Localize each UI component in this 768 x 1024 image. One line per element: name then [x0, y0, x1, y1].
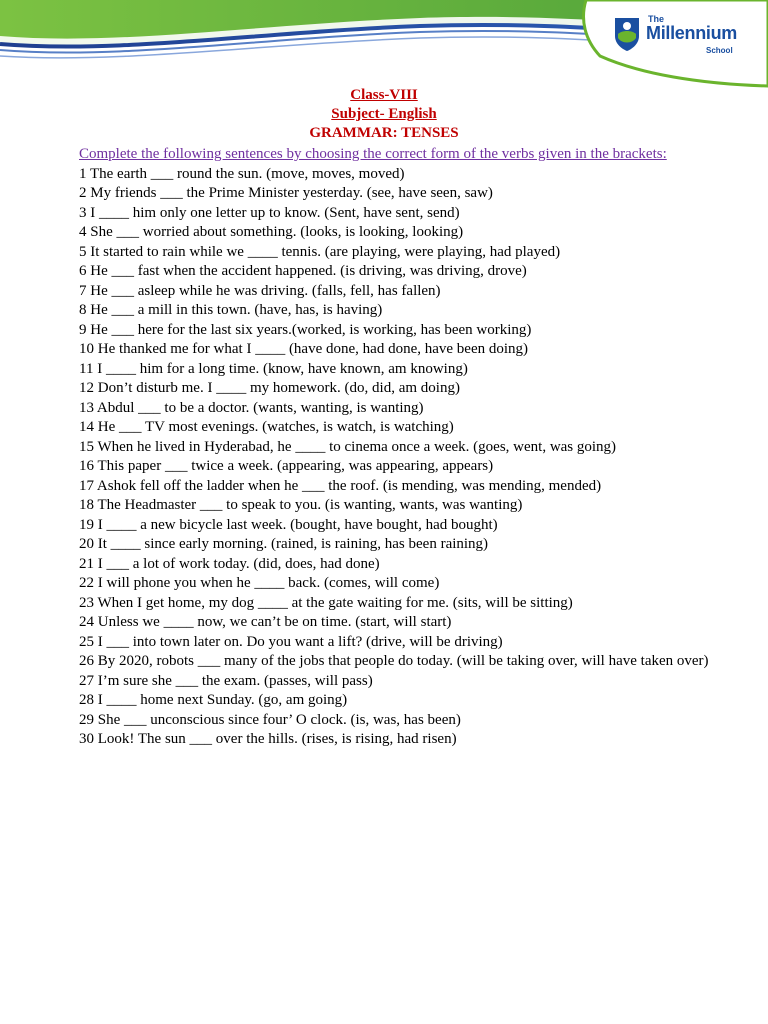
- question-item: 16 This paper ___ twice a week. (appearing, was appearing, appears): [79, 458, 494, 474]
- question-item: 5 It started to rain while we ____ tennis. (are playing, were playing, had played): [79, 243, 561, 260]
- question-item: 21 I ___ a lot of work today. (did, does, had done): [79, 555, 380, 572]
- logo-name: Millennium: [646, 23, 737, 43]
- question-item: 17 Ashok fell off the ladder when he ___ the roof. (is mending, was mending, mended): [79, 477, 602, 494]
- question-item: 11 I ____ him for a long time. (know, have known, am knowing): [79, 360, 468, 377]
- question-item: 20 It ____ since early morning. (rained, is raining, has been raining): [79, 536, 489, 552]
- logo-prefix: The: [648, 14, 665, 24]
- question-item: 22 I will phone you when he ____ back. (comes, will come): [79, 575, 440, 591]
- question-item: 25 I ___ into town later on. Do you want a lift? (drive, will be driving): [79, 633, 503, 650]
- subject-title: Subject- English: [331, 106, 437, 122]
- question-item: 14 He ___ TV most evenings. (watches, is watch, is watching): [79, 419, 454, 435]
- question-item: 27 I’m sure she ___ the exam. (passes, will pass): [79, 672, 373, 689]
- question-item: 2 My friends ___ the Prime Minister yesterday. (see, have seen, saw): [79, 185, 493, 201]
- class-title: Class-VIII: [350, 87, 418, 103]
- question-item: 26 By 2020, robots ___ many of the jobs that people do today. (will be taking over, will have taken over): [79, 653, 709, 669]
- question-item: 9 He ___ here for the last six years.(worked, is working, has been working): [79, 321, 532, 338]
- question-item: 24 Unless we ____ now, we can’t be on time. (start, will start): [79, 614, 452, 630]
- question-list: [79, 165, 716, 750]
- question-item: 28 I ____ home next Sunday. (go, am going): [79, 692, 348, 708]
- question-item: 12 Don’t disturb me. I ____ my homework. (do, did, am doing): [79, 380, 460, 396]
- question-item: 19 I ____ a new bicycle last week. (bought, have bought, had bought): [79, 516, 498, 533]
- question-item: 7 He ___ asleep while he was driving. (falls, fell, has fallen): [79, 282, 441, 299]
- question-item: 10 He thanked me for what I ____ (have done, had done, have been doing): [79, 341, 529, 357]
- question-item: 30 Look! The sun ___ over the hills. (rises, is rising, had risen): [79, 731, 457, 747]
- worksheet-body: [79, 145, 716, 750]
- question-item: 8 He ___ a mill in this town. (have, has, is having): [79, 302, 383, 318]
- question-item: 1 The earth ___ round the sun. (move, moves, moved): [79, 165, 405, 182]
- question-item: 15 When he lived in Hyderabad, he ____ to cinema once a week. (goes, went, was going): [79, 438, 617, 455]
- school-crest-icon: [612, 16, 642, 52]
- question-item: 6 He ___ fast when the accident happened. (is driving, was driving, drove): [79, 263, 527, 279]
- school-logo: [608, 8, 758, 78]
- topic-title: GRAMMAR: TENSES: [309, 125, 459, 141]
- question-item: 4 She ___ worried about something. (looks, is looking, looking): [79, 224, 464, 240]
- question-item: 29 She ___ unconscious since four’ O clock. (is, was, has been): [79, 711, 461, 728]
- question-item: 3 I ____ him only one letter up to know. (Sent, have sent, send): [79, 204, 460, 221]
- instructions: Complete the following sentences by choosing the correct form of the verbs given in the brackets:: [79, 146, 667, 162]
- question-item: 23 When I get home, my dog ____ at the gate waiting for me. (sits, will be sitting): [79, 594, 573, 611]
- logo-suffix: School: [706, 46, 733, 55]
- worksheet-titles: [0, 86, 768, 143]
- question-item: 13 Abdul ___ to be a doctor. (wants, wanting, is wanting): [79, 399, 424, 416]
- question-item: 18 The Headmaster ___ to speak to you. (is wanting, wants, was wanting): [79, 497, 523, 513]
